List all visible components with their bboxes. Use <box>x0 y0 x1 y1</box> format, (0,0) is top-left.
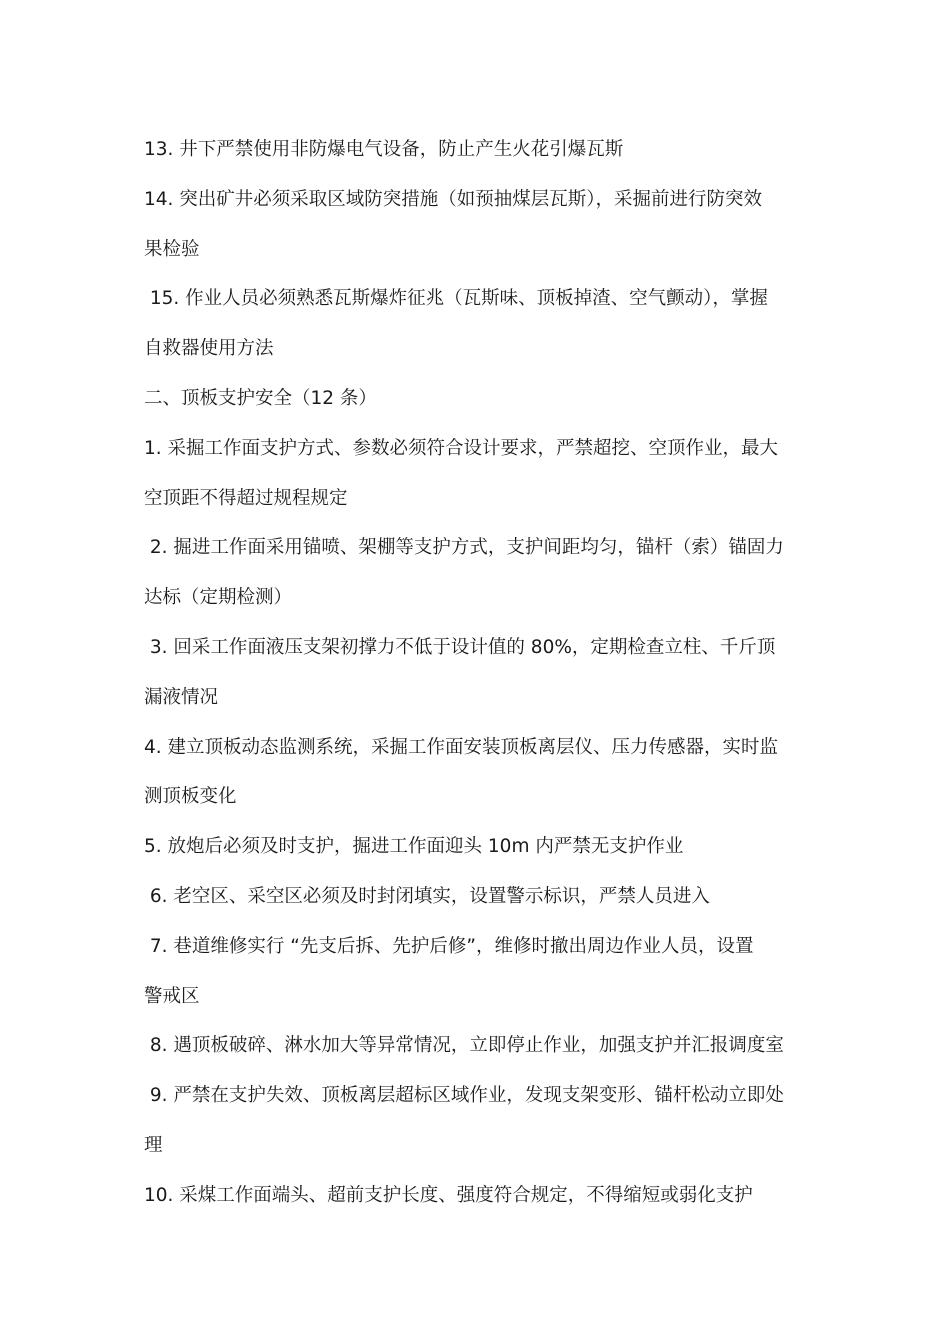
text-line: 自救器使用方法 <box>144 338 274 360</box>
text-line: 1. 采掘工作面支护方式、参数必须符合设计要求，严禁超挖、空顶作业，最大 <box>144 437 779 459</box>
text-line: 14. 突出矿井必须采取区域防突措施（如预抽煤层瓦斯），采掘前进行防突效 <box>144 188 763 210</box>
text-line: 4. 建立顶板动态监测系统，采掘工作面安装顶板离层仪、压力传感器，实时监 <box>144 736 779 758</box>
text-line: 6. 老空区、采空区必须及时封闭填实，设置警示标识，严禁人员进入 <box>144 885 710 907</box>
text-line: 3. 回采工作面液压支架初撑力不低于设计值的 80%，定期检查立柱、千斤顶 <box>144 636 776 658</box>
text-line: 漏液情况 <box>144 686 219 708</box>
text-line: 果检验 <box>144 238 200 260</box>
text-line: 5. 放炮后必须及时支护，掘进工作面迎头 10m 内严禁无支护作业 <box>144 836 684 858</box>
text-line: 7. 巷道维修实行 “先支后拆、先护后修”，维修时撤出周边作业人员，设置 <box>144 935 754 957</box>
section-heading: 二、顶板支护安全（12 条） <box>144 387 377 409</box>
text-line: 空顶距不得超过规程规定 <box>144 487 348 509</box>
text-line: 测顶板变化 <box>144 786 237 808</box>
text-line: 达标（定期检测） <box>144 587 293 609</box>
text-line: 13. 井下严禁使用非防爆电气设备，防止产生火花引爆瓦斯 <box>144 139 624 160</box>
text-line: 理 <box>144 1134 163 1156</box>
text-line: 2. 掘进工作面采用锚喷、架棚等支护方式，支护间距均匀，锚杆（索）锚固力 <box>144 537 784 559</box>
document-body <box>144 125 810 1221</box>
text-line: 9. 严禁在支护失效、顶板离层超标区域作业，发现支架变形、锚杆松动立即处 <box>144 1085 784 1107</box>
text-line: 15. 作业人员必须熟悉瓦斯爆炸征兆（瓦斯味、顶板掉渣、空气颤动），掌握 <box>144 288 768 310</box>
text-line: 警戒区 <box>144 985 200 1007</box>
text-line: 10. 采煤工作面端头、超前支护长度、强度符合规定，不得缩短或弱化支护 <box>144 1184 753 1206</box>
text-line: 8. 遇顶板破碎、淋水加大等异常情况，立即停止作业，加强支护并汇报调度室 <box>144 1035 784 1057</box>
